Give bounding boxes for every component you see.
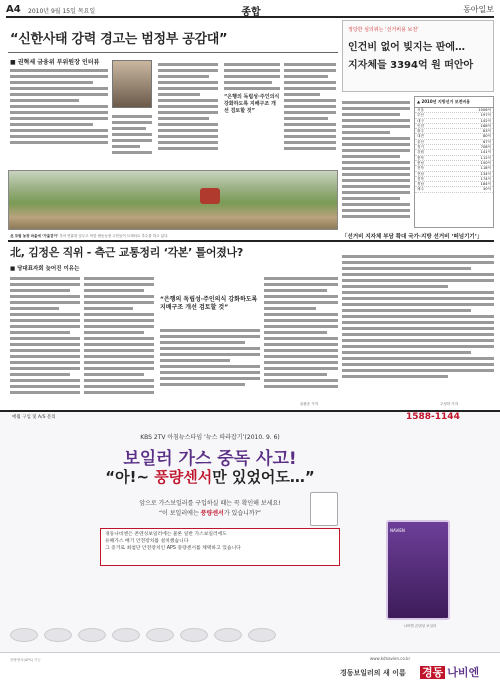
main-body-text-col1 — [10, 66, 108, 147]
table-title: ▲ 2010년 지방선거 보전비용 — [415, 97, 493, 108]
right-body-text — [342, 98, 410, 221]
masthead — [6, 4, 494, 18]
certification-badge-icon — [10, 628, 38, 642]
table-cell-region: 대전 — [417, 134, 424, 139]
issue-date: 2010년 9월 15일 목요일 — [28, 8, 96, 15]
right-headline-2: 지자체들 3394억 원 떠안아 — [348, 60, 474, 71]
second-body-col3 — [160, 326, 260, 389]
certification-badge-icon — [78, 628, 106, 642]
sensor-illustration — [310, 492, 338, 526]
second-subhead: ■ 당대표자회 늦어진 이유는 — [10, 266, 80, 272]
table-cell-value: 30억 — [482, 187, 491, 192]
ad-quote-highlight: 풍량센서 — [154, 468, 213, 486]
ad-website[interactable]: www.kdnavien.co.kr — [370, 656, 411, 661]
table-cell-value: 67억 — [482, 139, 491, 144]
ad-question-highlight: 풍량센서 — [200, 510, 224, 517]
table-cell-region: 부산 — [417, 113, 424, 118]
caption-text: 추석 연휴를 앞두고 북한 협동농장 주민들이 트랙터로 추수를 하고 있다. — [59, 234, 169, 238]
table-cell-value: 80억 — [482, 134, 491, 139]
table-cell-value: 134억 — [480, 171, 491, 176]
main-body-text-col2 — [112, 112, 152, 157]
main-body-text-col4 — [224, 60, 280, 93]
table-cell-value: 708억 — [480, 145, 491, 150]
divider — [8, 52, 338, 53]
table-cell-region: 울산 — [417, 139, 424, 144]
table-row — [415, 187, 493, 192]
table-cell-region: 대구 — [417, 118, 424, 123]
main-body-text-col3 — [158, 60, 218, 153]
table-cell-value: 168억 — [480, 123, 491, 128]
main-subhead: ■ 권혁세 금융위 부위원장 인터뷰 — [10, 59, 100, 66]
ad-question — [100, 508, 320, 517]
product-caption: 나비엔 콘덴싱 보일러 — [403, 624, 437, 628]
table-cell-value: 174억 — [480, 176, 491, 181]
table-cell-region: 충남 — [417, 160, 424, 165]
tractor-shape — [200, 188, 220, 204]
table-cell-value: 118억 — [480, 166, 491, 171]
table-cell-region: 제주 — [417, 187, 424, 192]
ad-question-end: 가 있습니까?” — [223, 510, 262, 517]
certification-badge-icon — [112, 628, 140, 642]
certification-badge-icon — [44, 628, 72, 642]
certification-badge-icon — [180, 628, 208, 642]
ad-info-box — [100, 528, 340, 566]
ad-top-bar — [6, 412, 494, 426]
portrait-photo — [112, 60, 152, 108]
boiler-product-image — [386, 520, 450, 620]
certification-badge-icon — [146, 628, 174, 642]
right-headline-1: 인건비 없어 빚지는 판에… — [348, 42, 466, 53]
right-subhead: 「선거비 지자체 부담 확대 국가·지방 선거비 ‘떠넘기기’」 — [342, 234, 483, 240]
ad-fine-print: 풍량센서(APS) 기능 — [10, 658, 41, 662]
table-cell-region: 전북 — [417, 166, 424, 171]
ad-tagline: 앞으로 가스보일러를 구입하실 때는 꼭 확인해 보세요! — [139, 500, 281, 507]
right-body-text-lower — [342, 252, 494, 381]
table-cell-value: 83억 — [482, 129, 491, 134]
ad-phone-number: 1588-1144 — [406, 412, 460, 422]
table-cell-region: 강원 — [417, 150, 424, 155]
ad-slogan: 경동보일러의 새 이름 — [340, 669, 406, 677]
table-cell-region: 충북 — [417, 155, 424, 160]
table-cell-region: 경남 — [417, 182, 424, 187]
table-cell-region: 인천 — [417, 123, 424, 128]
certification-badge-icon — [214, 628, 242, 642]
second-body-col2 — [84, 274, 154, 397]
second-body-col1 — [10, 274, 80, 397]
pull-quote: “은행의 독립성·주인의식 강화하도록 지배구조 개선 검토할 것” — [224, 94, 280, 114]
ad-headline-quote — [50, 466, 370, 487]
second-headline: 北, 김정은 직위 - 측근 교통정리 ‘각본’ 틀어졌나? — [10, 246, 243, 259]
ad-quote-start: “아!~ — [105, 468, 155, 486]
table-cell-region: 광주 — [417, 129, 424, 134]
reporter-byline: 주성하 기자 — [440, 402, 459, 406]
table-cell-region: 경북 — [417, 176, 424, 181]
certification-logos — [10, 620, 310, 650]
brand-logo — [420, 664, 479, 680]
certification-badge-icon — [248, 628, 276, 642]
right-kicker: 정당한 심의위는 ‘선거비용 보전’ — [348, 27, 419, 33]
brand-logo-name: 나비엔 — [447, 666, 480, 679]
reporter-byline: 윤완준 기자 — [300, 402, 319, 406]
table-cell-region: 경기 — [417, 145, 424, 150]
newspaper-name: 동아일보 — [463, 5, 494, 14]
ad-inquiry-text: 매월 구입 및 A/S 문의 — [12, 415, 56, 420]
ad-broadcast-reference: KBS 2TV 아침뉴스타임 ‘뉴스 따라잡기’(2010. 9. 6) — [140, 434, 280, 441]
ad-headline: 보일러 가스 중독 사고! — [123, 449, 297, 469]
ad-info-line: 유해가스 배기 안전장치를 설치했습니다 — [105, 539, 189, 544]
second-body-col4 — [264, 274, 338, 391]
table-cell-value: 112억 — [480, 155, 491, 160]
page-number: A4 — [6, 4, 21, 15]
product-brand-label: NAVIEN — [390, 528, 405, 533]
ad-info-line: 경동나비엔은 콘덴싱보일러에는 물론 일반 가스보일러에도 — [105, 532, 227, 537]
ad-quote-end: 만 있었어도…” — [212, 468, 315, 486]
main-headline: “신한사태 강력 경고는 범정부 공감대” — [10, 32, 228, 47]
second-pull-quote: “은행의 독립성·주인의식 강화하도록 지배구조 개선 검토할 것” — [160, 296, 258, 311]
divider — [8, 240, 494, 242]
photo-caption — [10, 234, 338, 239]
caption-lead: 北 모범 농장 마을에 ‘가을걷이’ — [10, 234, 59, 238]
ad-question-start: “이 보일러에는 — [158, 510, 201, 517]
main-body-text-col5 — [284, 60, 336, 153]
section-title: 종합 — [241, 7, 261, 18]
ad-info-line: 그 증거로 최첨단 안전장치인 APS 풍량센서를 채택하고 있습니다 — [105, 546, 241, 551]
table-cell-value: 142억 — [480, 118, 491, 123]
table-cell-value: 1006억 — [478, 108, 491, 112]
farm-photo — [8, 170, 338, 230]
table-cell-value: 141억 — [480, 150, 491, 155]
brand-logo-prefix: 경동 — [422, 666, 444, 679]
table-cell-region: 전남 — [417, 171, 424, 176]
table-cell-value: 184억 — [480, 182, 491, 187]
table-cell-region: 서울 — [417, 108, 424, 112]
table-cell-value: 150억 — [480, 160, 491, 165]
table-cell-value: 197억 — [480, 113, 491, 118]
election-cost-table — [414, 96, 494, 228]
